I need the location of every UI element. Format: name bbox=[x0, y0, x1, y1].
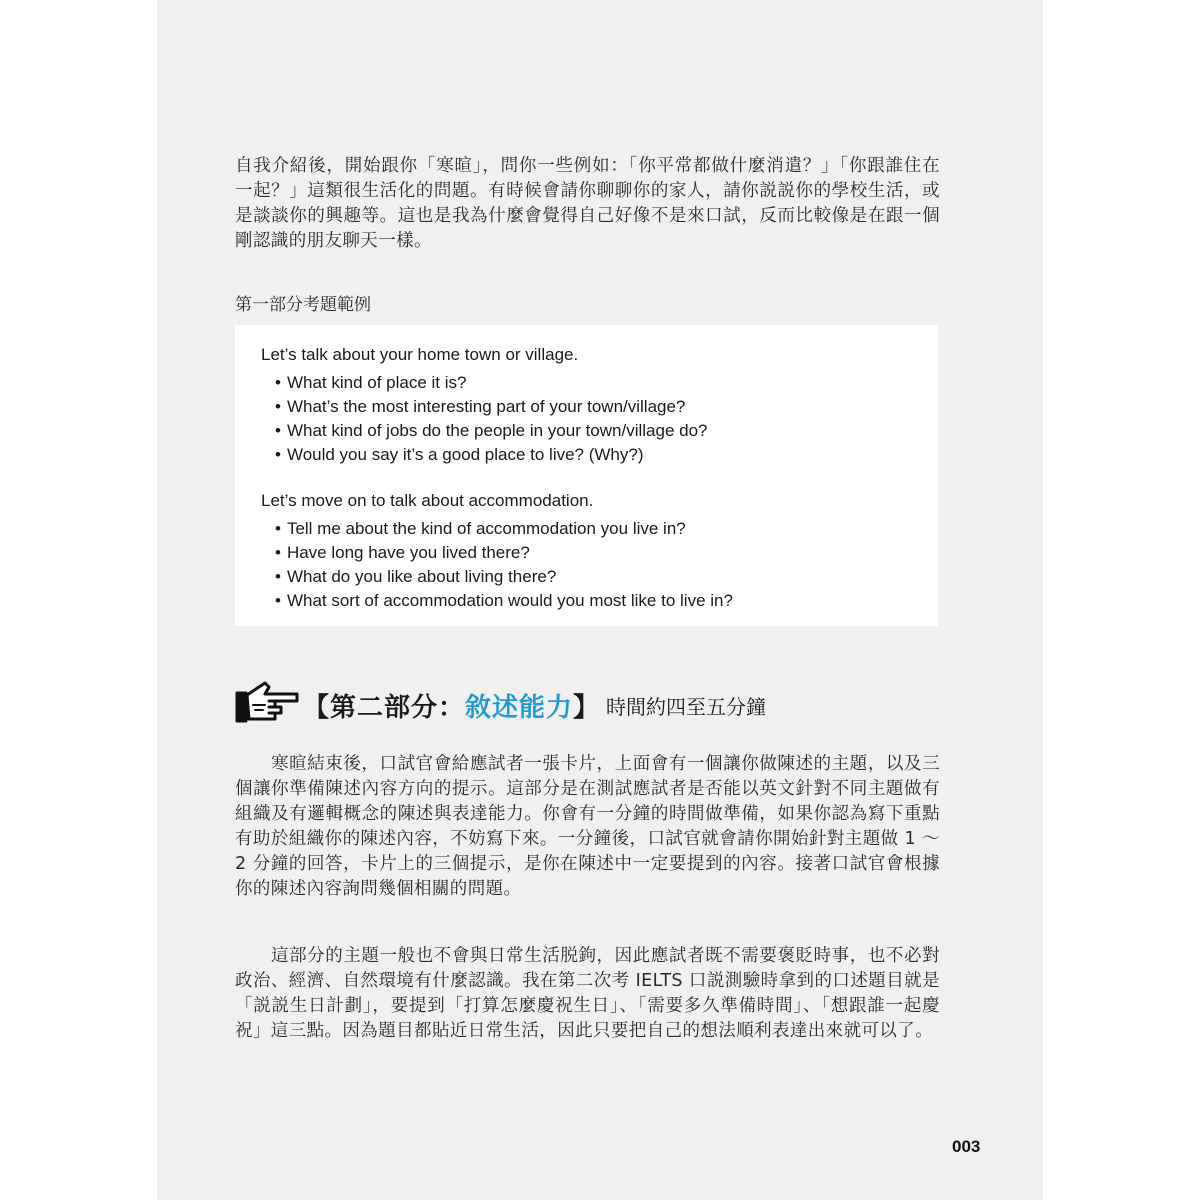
question-item: • What kind of jobs do the people in your town/village do? bbox=[275, 419, 708, 443]
question-list bbox=[261, 517, 733, 613]
example-heading: 第一部分考題範例 bbox=[235, 295, 371, 315]
question-item: • Have long have you lived there? bbox=[275, 541, 733, 565]
question-group-intro: Let’s move on to talk about accommodation. bbox=[261, 491, 594, 510]
section-title-prefix: 【第二部分： bbox=[303, 692, 466, 723]
pointing-hand-icon bbox=[235, 681, 303, 729]
section-time-note: 時間約四至五分鐘 bbox=[606, 694, 767, 719]
intro-paragraph: 自我介紹後，開始跟你「寒暄」，問你一些例如：「你平常都做什麼消遣？」「你跟誰住在一起？」這類很生活化的問題。有時候會請你聊聊你的家人，請你説説你的學校生活，或是談談你的興趣等。這也是我為什麼會覺得自己好像不是來口試，反而比較像是在跟一個剛認識的朋友聊天一樣。 bbox=[235, 156, 940, 251]
section-title-accent: 敘述能力 bbox=[465, 692, 574, 723]
question-item: • Tell me about the kind of accommodation you live in? bbox=[275, 517, 733, 541]
section-heading bbox=[235, 680, 766, 730]
question-item: • What’s the most interesting part of your town/village? bbox=[275, 395, 708, 419]
question-group bbox=[261, 343, 708, 467]
question-item: • What kind of place it is? bbox=[275, 371, 708, 395]
question-list bbox=[261, 371, 708, 467]
question-item: • What sort of accommodation would you most like to live in? bbox=[275, 589, 733, 613]
question-item: • Would you say it’s a good place to live? (Why?) bbox=[275, 443, 708, 467]
body-paragraph: 寒暄結束後，口試官會給應試者一張卡片，上面會有一個讓你做陳述的主題，以及三個讓你準備陳述內容方向的提示。這部分是在測試應試者是否能以英文針對不同主題做有組織及有邏輯概念的陳述與表達能力。你會有一分鐘的時間做準備，如果你認為寫下重點有助於組織你的陳述內容，不妨寫下來。一分鐘後，口試官就會請你開始針對主題做 1 ～ 2 分鐘的回答，卡片上的三個提示，是你在陳述中一定要提到的內容。接著口試官會根據你的陳述內容詢問幾個相關的問題。 bbox=[235, 754, 940, 899]
question-item: • What do you like about living there? bbox=[275, 565, 733, 589]
section-title-suffix: 】 bbox=[573, 692, 601, 723]
body-paragraph: 這部分的主題一般也不會與日常生活脱鉤，因此應試者既不需要褒貶時事，也不必對政治、經濟、自然環境有什麼認識。我在第二次考 IELTS 口説測驗時拿到的口述題目就是「説説生日計劃」，要提到「打算怎麼慶祝生日」、「需要多久準備時間」、「想跟誰一起慶祝」這三點。因為題目都貼近日常生活，因此只要把自己的想法順利表達出來就可以了。 bbox=[235, 946, 940, 1041]
question-group-intro: Let’s talk about your home town or village. bbox=[261, 345, 579, 364]
section-title bbox=[303, 687, 600, 724]
page-number: 003 bbox=[952, 1137, 981, 1156]
question-group bbox=[261, 489, 733, 613]
question-box bbox=[235, 325, 938, 626]
